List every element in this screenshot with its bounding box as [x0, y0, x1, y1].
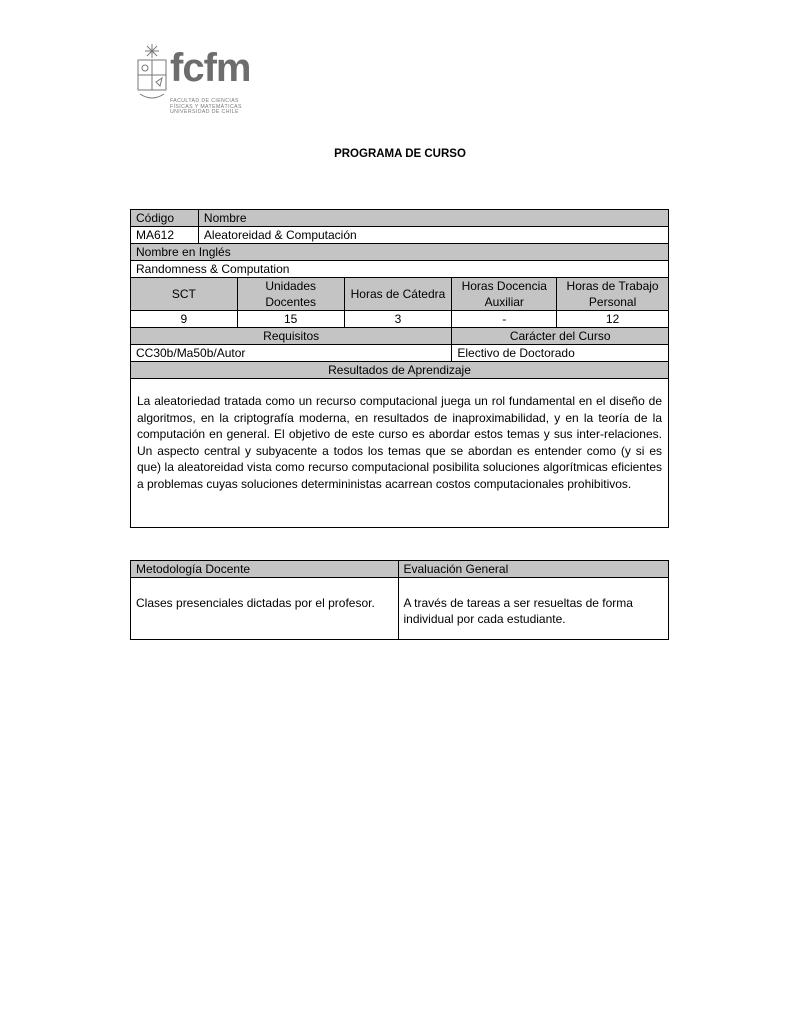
evaluacion-label: Evaluación General [398, 561, 669, 578]
unidades-docentes-value: 15 [237, 311, 344, 328]
course-info-table [130, 209, 669, 528]
nombre-value: Aleatoreidad & Computación [198, 227, 668, 244]
page-title: PROGRAMA DE CURSO [334, 148, 466, 160]
metodologia-label: Metodología Docente [131, 561, 399, 578]
caracter-label: Carácter del Curso [452, 328, 669, 345]
horas-trabajo-personal-header: Horas de Trabajo Personal [557, 278, 669, 311]
horas-docencia-auxiliar-value: - [452, 311, 557, 328]
table-row [131, 278, 669, 311]
nombre-ingles-value: Randomness & Computation [131, 261, 669, 278]
table-row [131, 210, 669, 227]
methodology-table [130, 560, 669, 640]
horas-docencia-auxiliar-header: Horas Docencia Auxiliar [452, 278, 557, 311]
resultados-label: Resultados de Aprendizaje [131, 362, 669, 379]
unidades-docentes-header: Unidades Docentes [237, 278, 344, 311]
horas-catedra-value: 3 [344, 311, 452, 328]
requisitos-value: CC30b/Ma50b/Autor [131, 345, 452, 362]
resultados-text: La aleatoriedad tratada como un recurso computacional juega un rol fundamental en el diseño de algoritmos, en la criptografía moderna, en resultados de inaproximabilidad, y en la teoría de la computación en general. El objetivo de este curso es abordar estos temas y sus inter-relaciones. Un aspecto central y subyacente a todos los temas que se abordan es entender como (y si es que) la aleatoreidad vista como recurso computacional posibilita soluciones algorítmicas eficientes a problemas cuyas soluciones determininistas acarrean costos computacionales prohibitivos. [131, 379, 669, 528]
table-row [131, 345, 669, 362]
caracter-value: Electivo de Doctorado [452, 345, 669, 362]
sct-header: SCT [131, 278, 238, 311]
table-row [131, 328, 669, 345]
nombre-label: Nombre [198, 210, 668, 227]
evaluacion-value: A través de tareas a ser resueltas de forma individual por cada estudiante. [398, 578, 669, 640]
table-row [131, 227, 669, 244]
codigo-value: MA612 [131, 227, 199, 244]
fcfm-logo [134, 42, 254, 120]
table-row [131, 244, 669, 261]
nombre-ingles-label: Nombre en Inglés [131, 244, 669, 261]
faculty-name: FACULTAD DE CIENCIAS FÍSICAS Y MATEMÁTICAS UNIVERSIDAD DE CHILE [170, 98, 242, 116]
table-row [131, 578, 669, 640]
table-row [131, 261, 669, 278]
horas-catedra-header: Horas de Cátedra [344, 278, 452, 311]
codigo-label: Código [131, 210, 199, 227]
university-seal-icon [134, 42, 170, 114]
logo-wordmark: fcfm [170, 46, 251, 90]
table-row [131, 379, 669, 528]
requisitos-label: Requisitos [131, 328, 452, 345]
table-row [131, 362, 669, 379]
table-row [131, 561, 669, 578]
sct-value: 9 [131, 311, 238, 328]
table-row [131, 311, 669, 328]
metodologia-value: Clases presenciales dictadas por el profesor. [131, 578, 399, 640]
horas-trabajo-personal-value: 12 [557, 311, 669, 328]
